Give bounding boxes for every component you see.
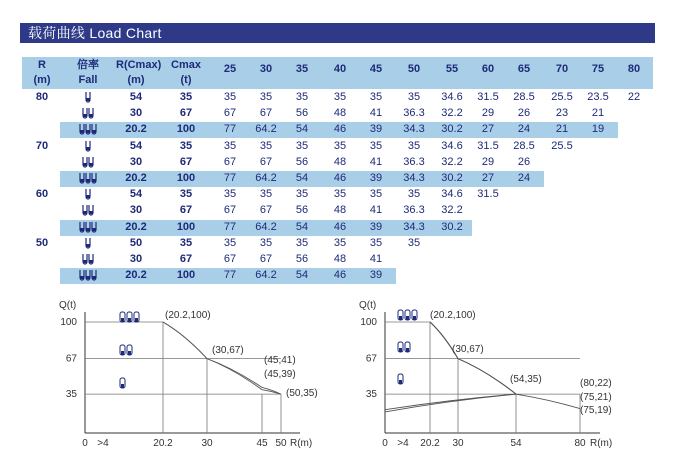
row-capacity-value: 46 bbox=[333, 123, 347, 136]
row-capacity-value: 24 bbox=[517, 123, 531, 136]
row-cmax: 67 bbox=[179, 107, 193, 120]
row-cmax: 100 bbox=[176, 172, 196, 184]
row-capacity-value: 35 bbox=[223, 139, 237, 152]
row-max-height: 70 bbox=[35, 139, 49, 152]
fall-icon bbox=[77, 106, 99, 120]
row-capacity-value: 67 bbox=[223, 155, 237, 168]
row-capacity-value: 34.3 bbox=[403, 172, 425, 184]
row-capacity-value: 67 bbox=[223, 204, 237, 217]
row-capacity-value: 21 bbox=[591, 107, 605, 120]
row-capacity-value: 35 bbox=[223, 236, 237, 249]
annotation-label: (80,22) bbox=[580, 378, 612, 389]
row-capacity-value: 54 bbox=[295, 269, 309, 282]
row-capacity-value: 46 bbox=[333, 220, 347, 233]
row-capacity-value: 67 bbox=[259, 107, 273, 120]
header-radius: 80 bbox=[627, 63, 641, 75]
header-radius: 35 bbox=[295, 63, 309, 75]
fall-icon bbox=[77, 122, 99, 136]
row-capacity-value: 48 bbox=[333, 204, 347, 217]
hook-icon bbox=[77, 236, 99, 250]
row-capacity-value: 23.5 bbox=[587, 91, 609, 103]
row-rcmax: 20.2 bbox=[125, 172, 147, 184]
row-capacity-value: 29 bbox=[481, 107, 495, 120]
header-label: 倍率 bbox=[77, 59, 99, 71]
row-capacity-value: 34.6 bbox=[441, 139, 463, 152]
row-capacity-value: 77 bbox=[223, 269, 237, 282]
hook-icon bbox=[120, 345, 132, 355]
header-radius: 25 bbox=[223, 63, 237, 75]
row-capacity-value: 54 bbox=[295, 172, 309, 184]
row-capacity-value: 64.2 bbox=[255, 172, 277, 184]
row-capacity-value: 32.2 bbox=[441, 107, 463, 120]
annotation-label: (20.2,100) bbox=[430, 310, 476, 321]
row-capacity-value: 32.2 bbox=[441, 204, 463, 217]
row-capacity-value: 41 bbox=[369, 155, 383, 168]
row-capacity-value: 56 bbox=[295, 107, 309, 120]
row-capacity-value: 27 bbox=[481, 172, 495, 184]
row-capacity-value: 48 bbox=[333, 155, 347, 168]
row-rcmax: 54 bbox=[129, 188, 143, 201]
row-capacity-value: 54 bbox=[295, 123, 309, 136]
row-capacity-value: 67 bbox=[259, 253, 273, 265]
row-capacity-value: 35 bbox=[223, 188, 237, 201]
row-capacity-value: 25.5 bbox=[551, 91, 573, 103]
row-capacity-value: 21 bbox=[555, 123, 569, 136]
row-cmax: 35 bbox=[179, 236, 193, 249]
hook-icon bbox=[77, 187, 99, 201]
row-capacity-value: 56 bbox=[295, 253, 309, 265]
header-radius: 65 bbox=[517, 63, 531, 75]
x-tick-label: 20.2 bbox=[420, 438, 440, 449]
row-capacity-value: 41 bbox=[369, 204, 383, 217]
row-capacity-value: 36.3 bbox=[403, 107, 425, 120]
row-capacity-value: 26 bbox=[517, 155, 531, 168]
row-capacity-value: 35 bbox=[333, 188, 347, 201]
row-capacity-value: 25.5 bbox=[551, 139, 573, 152]
row-capacity-value: 41 bbox=[369, 107, 383, 120]
header-radius: 70 bbox=[555, 63, 569, 75]
row-capacity-value: 22 bbox=[627, 91, 641, 103]
row-capacity-value: 54 bbox=[295, 220, 309, 233]
fall-icon bbox=[77, 236, 99, 250]
row-capacity-value: 28.5 bbox=[513, 139, 535, 152]
row-capacity-value: 35 bbox=[259, 139, 273, 152]
row-capacity-value: 35 bbox=[369, 139, 383, 152]
header-label: (m) bbox=[127, 74, 145, 86]
row-capacity-value: 35 bbox=[333, 91, 347, 103]
fall-icon bbox=[77, 203, 99, 217]
row-capacity-value: 35 bbox=[223, 91, 237, 103]
header-radius: 55 bbox=[445, 63, 459, 75]
hook-icon bbox=[77, 139, 99, 153]
row-capacity-value: 31.5 bbox=[477, 139, 499, 152]
row-capacity-value: 35 bbox=[295, 91, 309, 103]
header-radius: 30 bbox=[259, 63, 273, 75]
row-capacity-value: 46 bbox=[333, 172, 347, 184]
row-capacity-value: 34.6 bbox=[441, 188, 463, 201]
row-capacity-value: 29 bbox=[481, 155, 495, 168]
row-capacity-value: 39 bbox=[369, 123, 383, 136]
row-capacity-value: 67 bbox=[259, 204, 273, 217]
load-curve-chart-1 bbox=[40, 290, 320, 455]
row-rcmax: 54 bbox=[129, 91, 143, 103]
header-radius: 60 bbox=[481, 63, 495, 75]
row-capacity-value: 35 bbox=[407, 236, 421, 249]
hook-icon bbox=[398, 374, 403, 384]
hook-icon bbox=[77, 155, 99, 169]
x-tick-label: >4 bbox=[397, 438, 409, 449]
row-cmax: 35 bbox=[179, 188, 193, 201]
x-tick-label: 54 bbox=[510, 438, 522, 449]
header-radius: 75 bbox=[591, 63, 605, 75]
page-title: 载荷曲线 Load Chart bbox=[28, 25, 162, 41]
header-radius: 50 bbox=[407, 63, 421, 75]
annotation-label: (30,67) bbox=[212, 345, 244, 356]
header-label: R(Cmax) bbox=[116, 59, 162, 71]
header-label: (t) bbox=[180, 74, 192, 86]
row-cmax: 67 bbox=[179, 253, 193, 265]
row-capacity-value: 64.2 bbox=[255, 220, 277, 233]
row-capacity-value: 30.2 bbox=[441, 220, 463, 233]
fall-icon bbox=[77, 187, 99, 201]
row-max-height: 60 bbox=[35, 188, 49, 201]
header-label: R bbox=[38, 59, 46, 71]
y-tick-label: 67 bbox=[365, 353, 377, 365]
x-tick-label: 0 bbox=[382, 438, 388, 449]
fall-icon bbox=[77, 268, 99, 282]
hook-icon bbox=[398, 310, 417, 320]
row-capacity-value: 48 bbox=[333, 107, 347, 120]
row-capacity-value: 35 bbox=[333, 236, 347, 249]
row-capacity-value: 30.2 bbox=[441, 172, 463, 184]
row-capacity-value: 26 bbox=[517, 107, 531, 120]
load-curve-chart-2 bbox=[340, 290, 620, 455]
row-cmax: 35 bbox=[179, 91, 193, 103]
row-capacity-value: 35 bbox=[407, 91, 421, 103]
x-tick-label: 45 bbox=[256, 438, 268, 449]
row-max-height: 80 bbox=[35, 91, 49, 103]
row-capacity-value: 34.3 bbox=[403, 220, 425, 233]
row-capacity-value: 67 bbox=[223, 253, 237, 265]
row-capacity-value: 35 bbox=[369, 91, 383, 103]
row-capacity-value: 77 bbox=[223, 220, 237, 233]
hook-icon bbox=[77, 268, 99, 282]
row-rcmax: 30 bbox=[129, 204, 143, 217]
row-capacity-value: 24 bbox=[517, 172, 531, 184]
row-capacity-value: 35 bbox=[295, 236, 309, 249]
y-tick-label: 35 bbox=[65, 389, 77, 401]
hook-icon bbox=[120, 312, 139, 322]
row-rcmax: 50 bbox=[129, 236, 143, 249]
fall-icon bbox=[77, 220, 99, 234]
y-tick-label: 35 bbox=[365, 389, 377, 401]
header-label: (m) bbox=[33, 74, 51, 86]
row-capacity-value: 39 bbox=[369, 172, 383, 184]
load-curve-svg bbox=[340, 290, 620, 450]
fall-icon bbox=[77, 171, 99, 185]
row-max-height: 50 bbox=[35, 236, 49, 249]
header-label: Fall bbox=[78, 74, 98, 86]
row-capacity-value: 35 bbox=[407, 188, 421, 201]
row-capacity-value: 35 bbox=[333, 139, 347, 152]
row-capacity-value: 31.5 bbox=[477, 91, 499, 103]
hook-icon bbox=[77, 252, 99, 266]
fall-icon bbox=[77, 252, 99, 266]
x-axis-label: R(m) bbox=[590, 438, 613, 449]
row-capacity-value: 34.3 bbox=[403, 123, 425, 136]
hook-icon bbox=[77, 106, 99, 120]
row-capacity-value: 31.5 bbox=[477, 188, 499, 201]
x-axis-label: R(m) bbox=[290, 438, 313, 449]
row-capacity-value: 35 bbox=[259, 236, 273, 249]
hook-icon bbox=[120, 378, 125, 388]
row-capacity-value: 77 bbox=[223, 172, 237, 184]
row-capacity-value: 35 bbox=[259, 91, 273, 103]
fall-icon bbox=[77, 139, 99, 153]
row-capacity-value: 67 bbox=[223, 107, 237, 120]
row-capacity-value: 35 bbox=[369, 188, 383, 201]
header-label: Cmax bbox=[171, 59, 201, 71]
hook-icon bbox=[77, 171, 99, 185]
annotation-label: (45,39) bbox=[264, 369, 296, 380]
row-capacity-value: 67 bbox=[259, 155, 273, 168]
hook-icon bbox=[77, 90, 99, 104]
y-tick-label: 67 bbox=[65, 353, 77, 365]
row-capacity-value: 48 bbox=[333, 253, 347, 265]
row-capacity-value: 32.2 bbox=[441, 155, 463, 168]
row-capacity-value: 36.3 bbox=[403, 155, 425, 168]
row-capacity-value: 34.6 bbox=[441, 91, 463, 103]
row-capacity-value: 56 bbox=[295, 155, 309, 168]
row-capacity-value: 36.3 bbox=[403, 204, 425, 217]
row-capacity-value: 64.2 bbox=[255, 123, 277, 136]
annotation-label: (50,35) bbox=[286, 388, 318, 399]
x-tick-label: >4 bbox=[97, 438, 109, 449]
row-capacity-value: 27 bbox=[481, 123, 495, 136]
x-tick-label: 30 bbox=[201, 438, 213, 449]
row-cmax: 100 bbox=[176, 123, 196, 136]
row-capacity-value: 35 bbox=[259, 188, 273, 201]
row-capacity-value: 39 bbox=[369, 220, 383, 233]
annotation-label: (30,67) bbox=[452, 344, 484, 355]
annotation-label: (75,21) bbox=[580, 392, 612, 403]
hook-icon bbox=[77, 203, 99, 217]
fall-icon bbox=[77, 155, 99, 169]
hook-icon bbox=[398, 342, 410, 352]
row-capacity-value: 19 bbox=[591, 123, 605, 136]
row-capacity-value: 46 bbox=[333, 269, 347, 282]
hook-icon bbox=[77, 122, 99, 136]
header-radius: 40 bbox=[333, 63, 347, 75]
row-cmax: 67 bbox=[179, 155, 193, 168]
row-rcmax: 30 bbox=[129, 107, 143, 120]
x-tick-label: 80 bbox=[574, 438, 586, 449]
y-axis-label: Q(t) bbox=[359, 300, 377, 311]
row-cmax: 35 bbox=[179, 139, 193, 152]
hook-icon bbox=[77, 220, 99, 234]
y-tick-label: 100 bbox=[60, 317, 77, 328]
x-tick-label: 20.2 bbox=[153, 438, 173, 449]
row-rcmax: 30 bbox=[129, 253, 143, 265]
load-curve-line bbox=[385, 322, 516, 412]
header-radius: 45 bbox=[369, 63, 383, 75]
row-rcmax: 54 bbox=[129, 139, 143, 152]
row-capacity-value: 23 bbox=[555, 107, 569, 120]
row-rcmax: 20.2 bbox=[125, 269, 147, 282]
row-capacity-value: 77 bbox=[223, 123, 237, 136]
annotation-label: (54,35) bbox=[510, 374, 542, 385]
y-tick-label: 100 bbox=[360, 317, 377, 328]
row-capacity-value: 28.5 bbox=[513, 91, 535, 103]
fall-icon bbox=[77, 90, 99, 104]
x-tick-label: 50 bbox=[275, 438, 287, 449]
x-tick-label: 30 bbox=[452, 438, 464, 449]
row-cmax: 67 bbox=[179, 204, 193, 217]
row-rcmax: 20.2 bbox=[125, 123, 147, 136]
load-curve-svg bbox=[40, 290, 320, 450]
y-axis-label: Q(t) bbox=[59, 300, 77, 311]
annotation-label: (20.2,100) bbox=[165, 310, 211, 321]
row-capacity-value: 35 bbox=[407, 139, 421, 152]
row-capacity-value: 35 bbox=[369, 236, 383, 249]
row-rcmax: 20.2 bbox=[125, 220, 147, 233]
row-capacity-value: 30.2 bbox=[441, 123, 463, 136]
annotation-label: (75,19) bbox=[580, 405, 612, 416]
row-capacity-value: 41 bbox=[369, 253, 383, 265]
row-cmax: 100 bbox=[176, 269, 196, 282]
x-tick-label: 0 bbox=[82, 438, 88, 449]
row-capacity-value: 35 bbox=[295, 139, 309, 152]
row-capacity-value: 35 bbox=[295, 188, 309, 201]
row-capacity-value: 39 bbox=[369, 269, 383, 282]
row-capacity-value: 64.2 bbox=[255, 269, 277, 282]
row-capacity-value: 56 bbox=[295, 204, 309, 217]
annotation-label: (45,41) bbox=[264, 355, 296, 366]
row-cmax: 100 bbox=[176, 220, 196, 233]
row-rcmax: 30 bbox=[129, 155, 143, 168]
